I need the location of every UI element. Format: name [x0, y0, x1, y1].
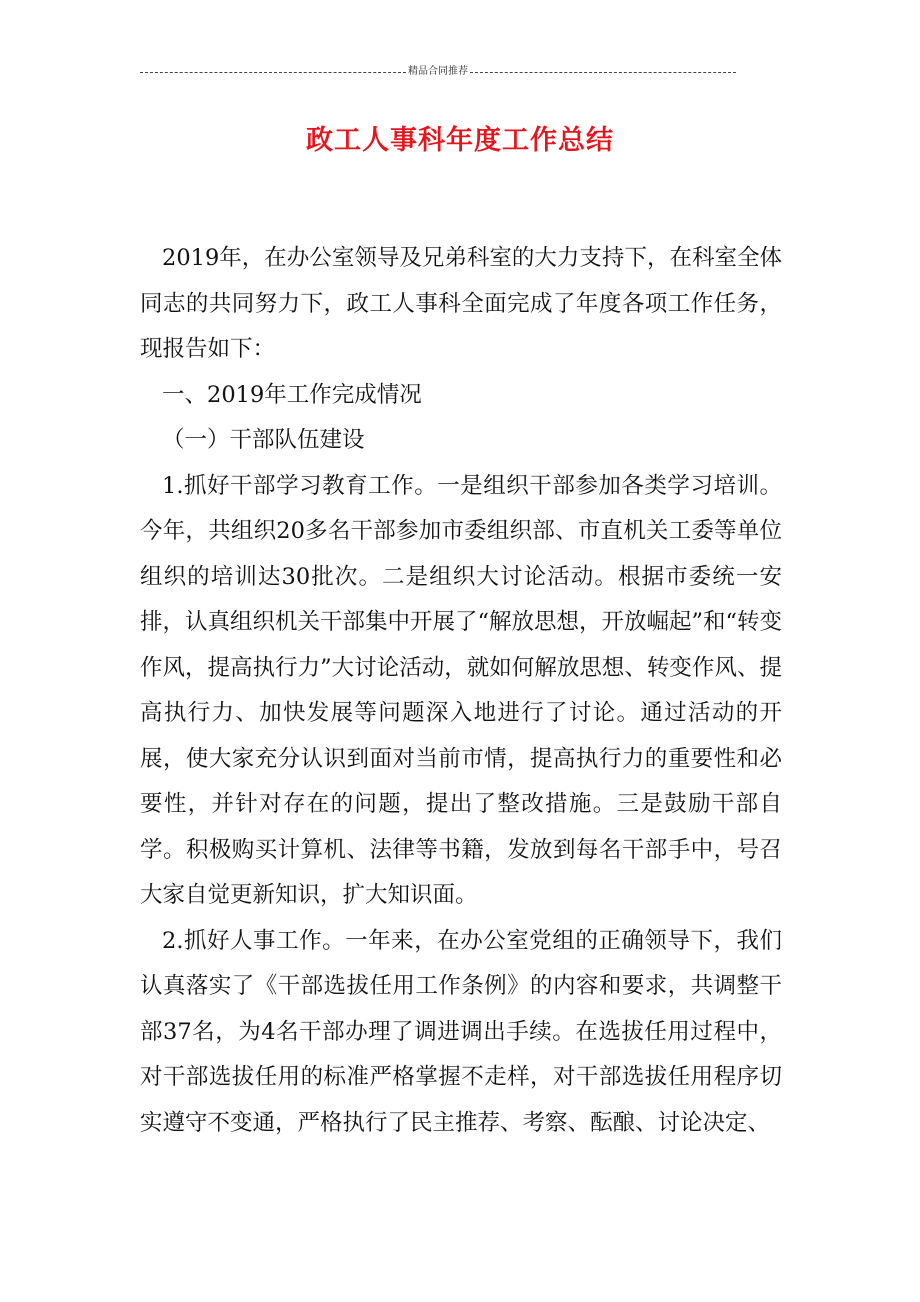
header-label: 精品合同推荐 [408, 66, 468, 77]
document-title: 政工人事科年度工作总结 [306, 125, 614, 156]
header-dash-right [470, 72, 736, 73]
header-dash-left [140, 72, 406, 73]
header-rule [140, 66, 736, 78]
paragraph-intro: 2019年，在办公室领导及兄弟科室的大力支持下，在科室全体同志的共同努力下，政工人事科全面完成了年度各项工作任务，现报告如下： [140, 245, 782, 362]
section-heading-1: 一、2019年工作完成情况 [162, 381, 422, 408]
paragraph-item-1: 1.抓好干部学习教育工作。一是组织干部参加各类学习培训。今年，共组织20多名干部参加市委组织部、市直机关工委等单位组织的培训达30批次。二是组织大讨论活动。根据市委统一安排，认真组织机关干部集中开展了“解放思想，开放崛起”和“转变作风，提高执行力”大讨论活动，就如何解放思想、转变作风、提高执行力、加快发展等问题深入地进行了讨论。通过活动的开展，使大家充分认识到面对当前市情，提高执行力的重要性和必要性，并针对存在的问题，提出了整改措施。三是鼓励干部自学。积极购买计算机、法律等书籍，发放到每名干部手中，号召大家自觉更新知识，扩大知识面。 [140, 472, 783, 908]
subsection-heading-1: （一）干部队伍建设 [162, 427, 365, 453]
document-body [140, 236, 782, 1146]
paragraph-item-2: 2.抓好人事工作。一年来，在办公室党组的正确领导下，我们认真落实了《干部选拔任用工作条例》的内容和要求，共调整干部37名，为4名干部办理了调进调出手续。在选拔任用过程中，对干部选拔任用的标准严格掌握不走样，对干部选拔任用程序切实遵守不变通，严格执行了民主推荐、考察、酝酿、讨论决定、 [140, 927, 782, 1136]
